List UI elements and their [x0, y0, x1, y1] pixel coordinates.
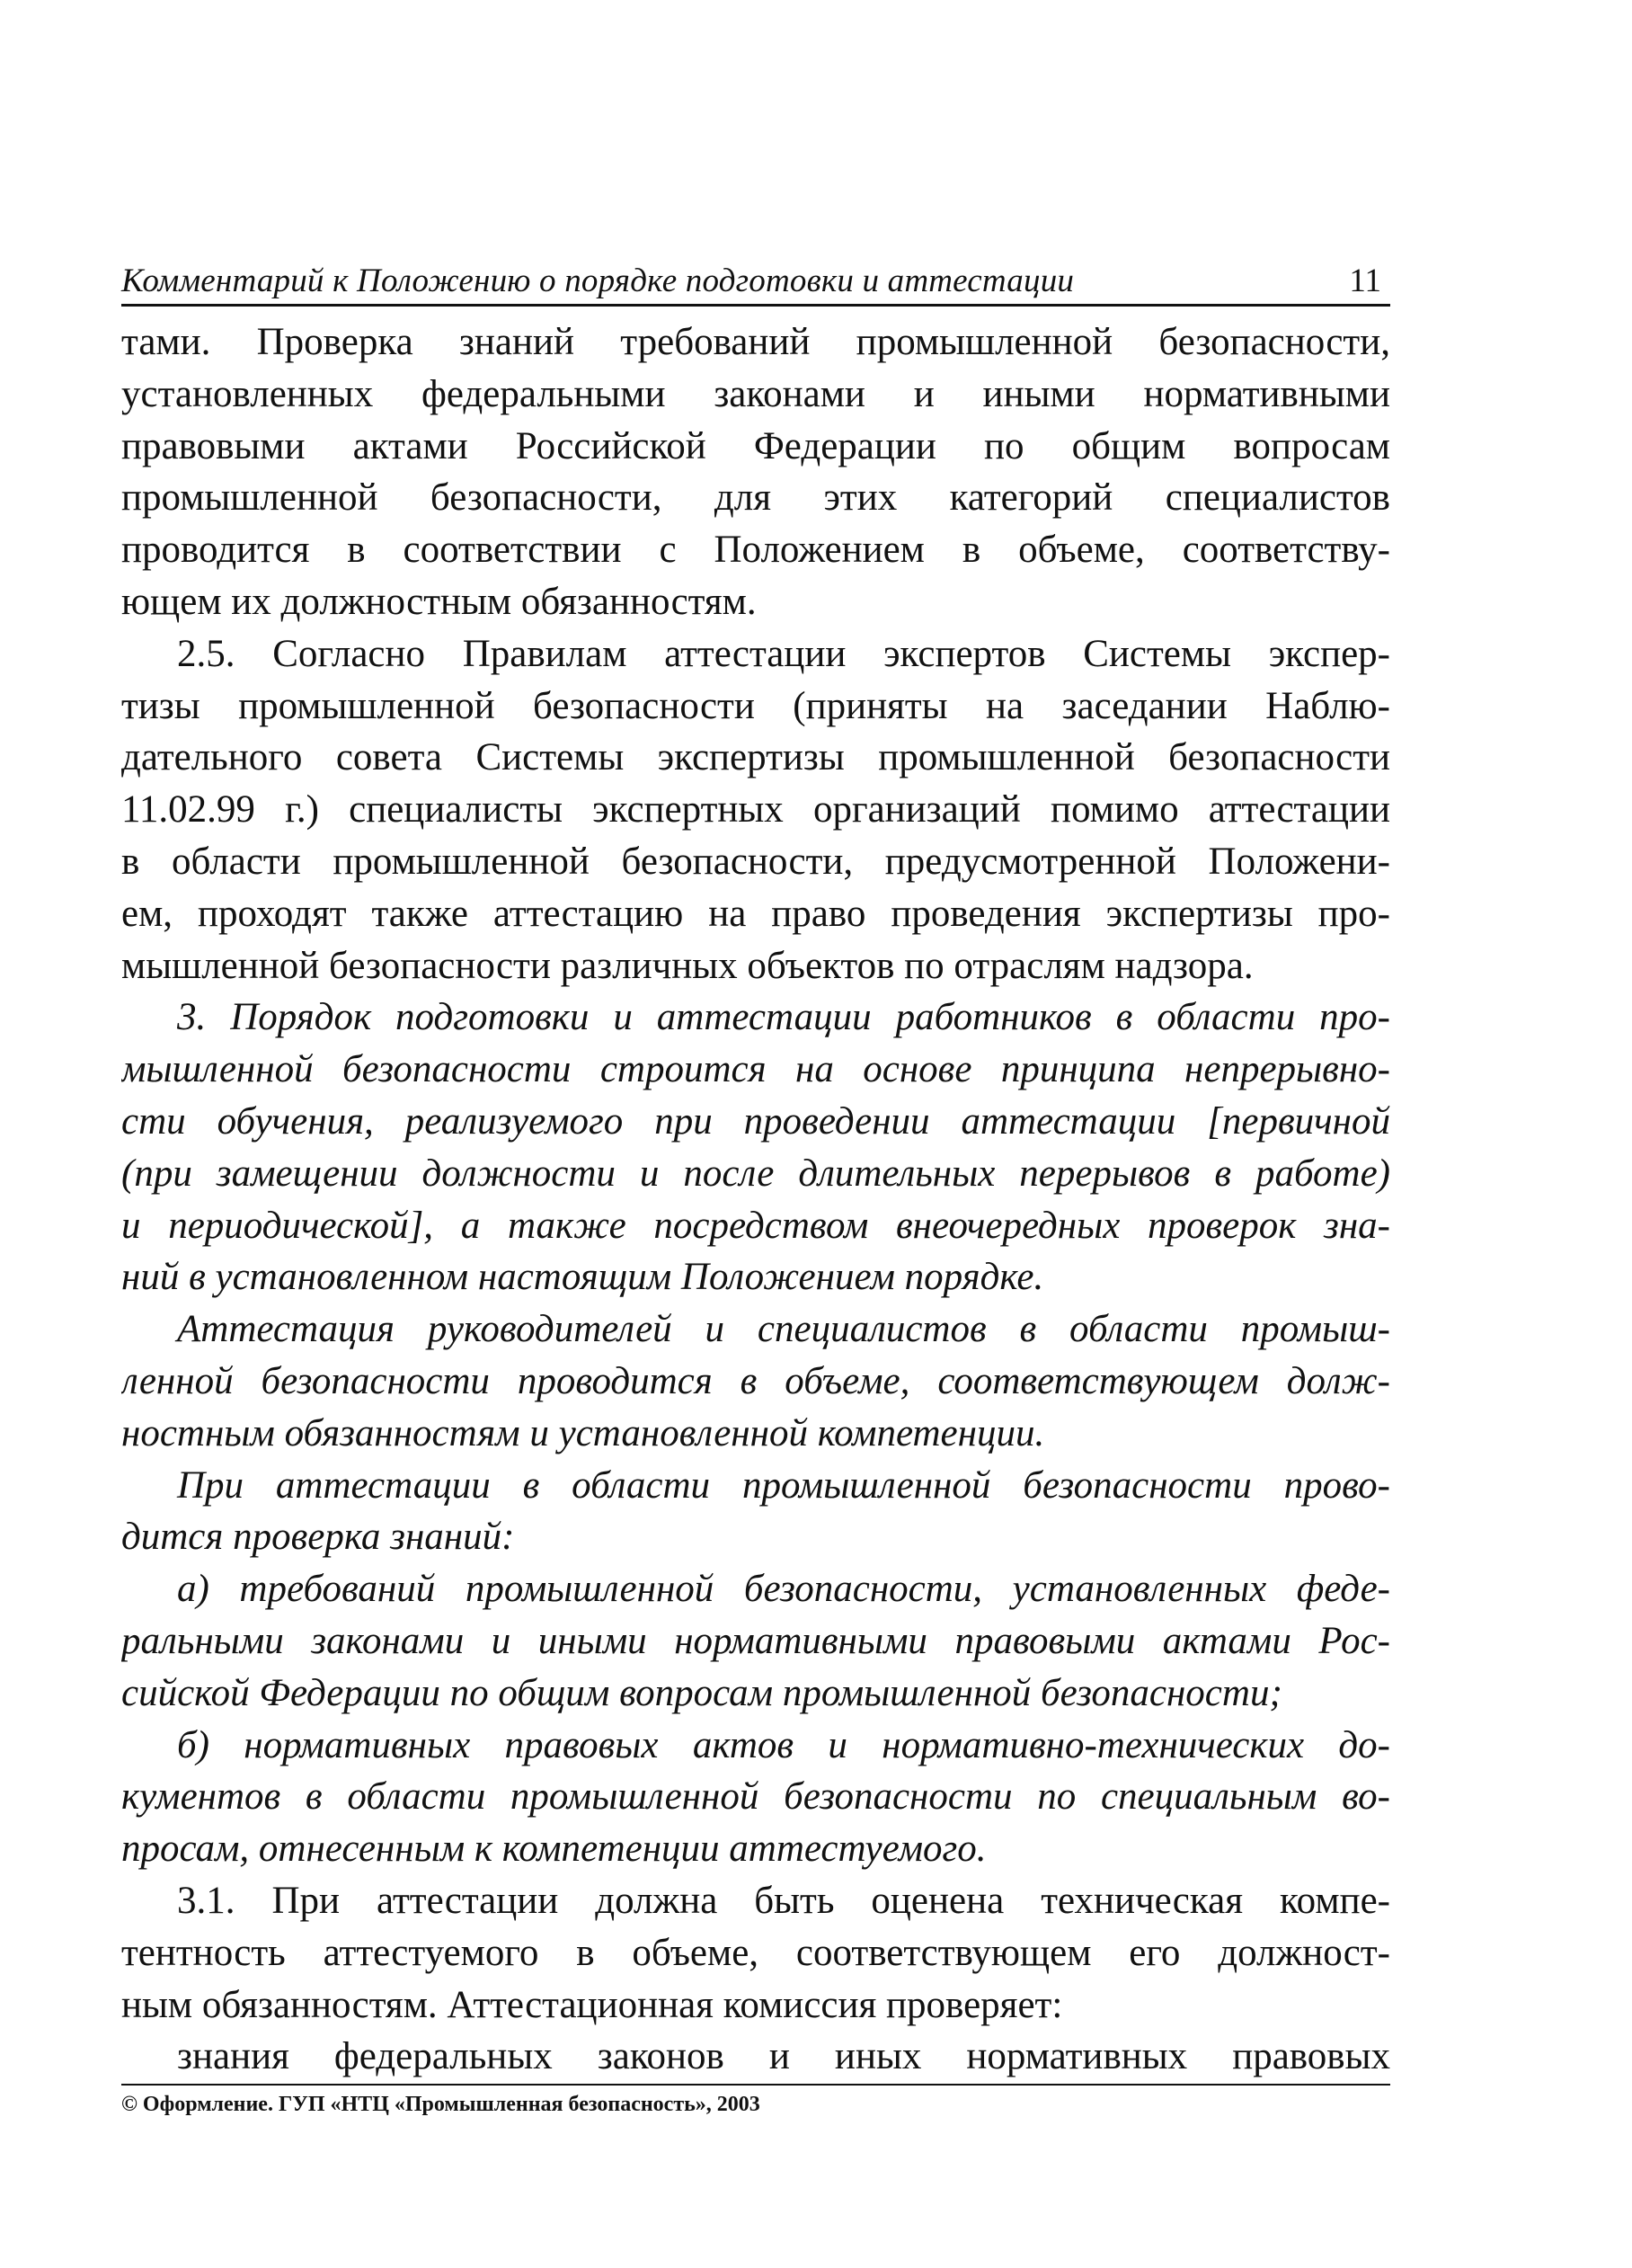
text-line: ем, проходят также аттестацию на право проведения экспертизы про-: [121, 892, 1390, 935]
footer: [121, 2084, 1390, 2116]
text-line: 11.02.99 г.) специалисты экспертных организаций помимо аттестации: [121, 788, 1390, 832]
text-line: знания федеральных законов и иных нормативных правовых: [177, 2035, 1390, 2078]
text-line: тами. Проверка знаний требований промышленной безопасности,: [121, 321, 1390, 363]
text-line: просам, отнесенным к компетенции аттестуемого.: [121, 1828, 987, 1871]
body-text: [121, 316, 1390, 2083]
text-line: ющем их должностным обязанностям.: [121, 580, 757, 623]
text-line: Аттестация руководителей и специалистов в области промыш-: [177, 1308, 1390, 1351]
text-line: дится проверка знаний:: [121, 1516, 515, 1559]
text-line: ленной безопасности проводится в объеме, соответствующем долж-: [121, 1359, 1390, 1402]
text-line: а) требований промышленной безопасности, установленных феде-: [177, 1568, 1390, 1611]
text-line: мышленной безопасности различных объектов по отраслям надзора.: [121, 944, 1254, 987]
text-line: в области промышленной безопасности, предусмотренной Положени-: [121, 840, 1390, 883]
text-line: ностным обязанностям и установленной компетенции.: [121, 1411, 1045, 1454]
text-line: установленных федеральными законами и иными нормативными: [121, 372, 1390, 415]
text-line: При аттестации в области промышленной безопасности прово-: [177, 1463, 1390, 1507]
text-line: правовыми актами Российской Федерации по общим вопросам: [121, 424, 1390, 467]
text-line: ний в установленном настоящим Положением порядке.: [121, 1256, 1044, 1299]
text-line: тентность аттестуемого в объеме, соответствующем его должност-: [121, 1931, 1390, 1974]
text-line: и периодической], а также посредством внеочередных проверок зна-: [121, 1204, 1390, 1247]
text-line: сти обучения, реализуемого при проведении аттестации [первичной: [121, 1099, 1390, 1143]
text-line: ральными законами и иными нормативными правовыми актами Рос-: [121, 1619, 1390, 1662]
text-line: 3.1. При аттестации должна быть оценена техническая компе-: [177, 1879, 1390, 1922]
text-line: кументов в области промышленной безопасности по специальным во-: [121, 1775, 1390, 1819]
text-line: (при замещении должности и после длительных перерывов в работе): [121, 1152, 1390, 1195]
running-header: [121, 261, 1390, 307]
text-line: 3. Порядок подготовки и аттестации работников в области про-: [177, 996, 1390, 1039]
text-line: ным обязанностям. Аттестационная комиссия проверяет:: [121, 1983, 1063, 2026]
text-line: б) нормативных правовых актов и нормативно-технических до-: [177, 1723, 1390, 1766]
text-line: 2.5. Согласно Правилам аттестации экспертов Системы экспер-: [177, 632, 1390, 675]
page-number: 11: [1349, 262, 1381, 299]
copyright-notice: © Оформление. ГУП «НТЦ «Промышленная безопасность», 2003: [121, 2093, 760, 2116]
text-line: дательного совета Системы экспертизы промышленной безопасности: [121, 736, 1390, 779]
text-line: сийской Федерации по общим вопросам промышленной безопасности;: [121, 1671, 1282, 1714]
text-line: проводится в соответствии с Положением в объеме, соответству-: [121, 529, 1390, 572]
running-header-title: Комментарий к Положению о порядке подготовки и аттестации: [121, 262, 1075, 299]
text-line: промышленной безопасности, для этих категорий специалистов: [121, 476, 1390, 520]
text-line: мышленной безопасности строится на основе принципа непрерывно-: [121, 1048, 1390, 1091]
text-line: тизы промышленной безопасности (приняты на заседании Наблю-: [121, 684, 1390, 727]
